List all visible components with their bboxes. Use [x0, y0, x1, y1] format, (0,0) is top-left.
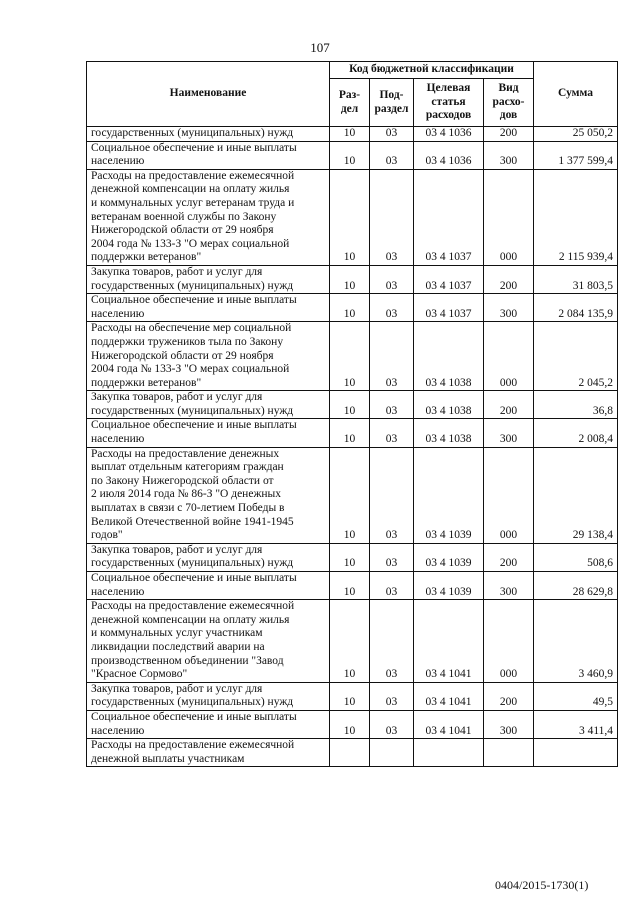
row-name-line: производственном объединении "Завод	[91, 654, 284, 667]
row-razdel: 10	[330, 127, 370, 142]
row-name	[87, 710, 330, 738]
row-name-line: Социальное обеспечение и иные выплаты	[91, 710, 297, 723]
row-name-line: поддержки ветеранов"	[91, 251, 202, 264]
header-podrazdel	[370, 79, 414, 127]
row-podrazdel: 03	[370, 141, 414, 169]
row-name-line: 2004 года № 133-З "О мерах социальной	[91, 363, 290, 376]
row-name-line: населению	[91, 433, 145, 446]
row-name	[87, 391, 330, 419]
row-name-line: государственных (муниципальных) нужд	[91, 696, 294, 709]
document-code: 0404/2015-1730(1)	[495, 878, 589, 892]
row-name	[87, 543, 330, 571]
row-name-line: Великой Отечественной войне 1941-1945	[91, 515, 294, 528]
row-podrazdel: 03	[370, 543, 414, 571]
row-podrazdel: 03	[370, 322, 414, 391]
row-target-article: 03 4 1039	[414, 447, 484, 543]
row-razdel: 10	[330, 447, 370, 543]
row-expense-type: 200	[484, 543, 534, 571]
row-expense-type: 300	[484, 294, 534, 322]
row-podrazdel: 03	[370, 169, 414, 265]
row-target-article: 03 4 1039	[414, 543, 484, 571]
row-expense-type: 200	[484, 391, 534, 419]
header-target-article-line: Целевая	[426, 82, 471, 95]
header-razdel-line: дел	[340, 102, 359, 115]
row-name-line: денежной компенсации на оплату жилья	[91, 183, 290, 196]
row-razdel: 10	[330, 543, 370, 571]
row-razdel: 10	[330, 265, 370, 293]
row-name-line: Закупка товаров, работ и услуг для	[91, 265, 263, 278]
row-expense-type: 200	[484, 265, 534, 293]
row-razdel: 10	[330, 572, 370, 600]
row-podrazdel: 03	[370, 447, 414, 543]
row-podrazdel: 03	[370, 391, 414, 419]
row-name	[87, 265, 330, 293]
row-expense-type: 200	[484, 682, 534, 710]
row-name	[87, 322, 330, 391]
row-name	[87, 682, 330, 710]
row-expense-type: 300	[484, 141, 534, 169]
row-name-line: 2004 года № 133-З "О мерах социальной	[91, 237, 290, 250]
header-expense-type-line: расхо-	[492, 95, 525, 108]
row-podrazdel: 03	[370, 265, 414, 293]
row-name-line: выплат отдельным категориям граждан	[91, 461, 284, 474]
row-podrazdel: 03	[370, 572, 414, 600]
row-expense-type: 300	[484, 419, 534, 447]
row-razdel: 10	[330, 391, 370, 419]
row-name-line: Нижегородской области от 29 ноября	[91, 349, 274, 362]
row-name	[87, 141, 330, 169]
row-sum: 28 629,8	[534, 572, 618, 600]
row-name	[87, 600, 330, 683]
row-name-line: и коммунальных услуг ветеранам труда и	[91, 196, 295, 209]
row-name-line: населению	[91, 585, 145, 598]
row-razdel: 10	[330, 169, 370, 265]
table-body	[87, 127, 618, 767]
header-target-article	[414, 79, 484, 127]
row-name-line: по Закону Нижегородской области от	[91, 474, 274, 487]
row-target-article: 03 4 1037	[414, 294, 484, 322]
row-target-article: 03 4 1036	[414, 141, 484, 169]
row-name-line: Социальное обеспечение и иные выплаты	[91, 294, 297, 307]
table-row	[87, 127, 618, 142]
row-name-line: населению	[91, 307, 145, 320]
row-sum: 36,8	[534, 391, 618, 419]
table-row	[87, 169, 618, 265]
row-target-article	[414, 739, 484, 767]
row-name-line: Расходы на обеспечение мер социальной	[91, 322, 292, 335]
row-name-line: поддержки тружеников тыла по Закону	[91, 335, 284, 348]
row-razdel: 10	[330, 682, 370, 710]
header-podrazdel-line: раздел	[374, 102, 409, 115]
row-sum: 3 411,4	[534, 710, 618, 738]
row-name-line: и коммунальных услуг участникам	[91, 627, 263, 640]
header-sum: Сумма	[534, 62, 618, 127]
row-sum: 49,5	[534, 682, 618, 710]
row-target-article: 03 4 1041	[414, 710, 484, 738]
row-sum: 2 115 939,4	[534, 169, 618, 265]
row-name-line: государственных (муниципальных) нужд	[91, 404, 294, 417]
row-name-line: населению	[91, 724, 145, 737]
table-row	[87, 682, 618, 710]
table-row	[87, 419, 618, 447]
header-target-article-line: расходов	[425, 109, 472, 122]
row-target-article: 03 4 1036	[414, 127, 484, 142]
row-name-line: ветеранам военной службы по Закону	[91, 210, 277, 223]
table-row	[87, 710, 618, 738]
header-classification-group: Код бюджетной классификации	[330, 62, 534, 79]
row-target-article: 03 4 1039	[414, 572, 484, 600]
row-target-article: 03 4 1037	[414, 169, 484, 265]
header-name: Наименование	[87, 62, 330, 127]
row-name-line: Закупка товаров, работ и услуг для	[91, 543, 263, 556]
row-podrazdel	[370, 739, 414, 767]
row-sum: 1 377 599,4	[534, 141, 618, 169]
row-podrazdel: 03	[370, 419, 414, 447]
row-name-line: выплатах в связи с 70-летием Победы в	[91, 502, 285, 515]
row-sum: 2 084 135,9	[534, 294, 618, 322]
row-name	[87, 294, 330, 322]
table-row	[87, 739, 618, 767]
row-podrazdel: 03	[370, 600, 414, 683]
row-name	[87, 447, 330, 543]
row-name-line: Закупка товаров, работ и услуг для	[91, 391, 263, 404]
row-target-article: 03 4 1038	[414, 322, 484, 391]
row-name-line: государственных (муниципальных) нужд	[91, 279, 294, 292]
table-row	[87, 265, 618, 293]
row-name	[87, 169, 330, 265]
row-name-line: денежной выплаты участникам	[91, 752, 245, 765]
row-sum: 25 050,2	[534, 127, 618, 142]
row-name-line: Расходы на предоставление денежных	[91, 447, 280, 460]
row-target-article: 03 4 1038	[414, 419, 484, 447]
row-expense-type	[484, 739, 534, 767]
table-row	[87, 294, 618, 322]
row-expense-type: 000	[484, 600, 534, 683]
row-expense-type: 300	[484, 572, 534, 600]
row-name	[87, 739, 330, 767]
row-name	[87, 572, 330, 600]
header-razdel-line: Раз-	[338, 88, 361, 101]
row-sum: 3 460,9	[534, 600, 618, 683]
row-sum: 29 138,4	[534, 447, 618, 543]
row-name	[87, 127, 330, 142]
row-expense-type: 000	[484, 169, 534, 265]
row-name-line: государственных (муниципальных) нужд	[91, 127, 294, 139]
row-expense-type: 300	[484, 710, 534, 738]
header-podrazdel-line: Под-	[379, 88, 404, 101]
row-podrazdel: 03	[370, 710, 414, 738]
table-row	[87, 391, 618, 419]
row-name-line: Нижегородской области от 29 ноября	[91, 224, 274, 237]
budget-table	[86, 61, 618, 767]
row-razdel: 10	[330, 419, 370, 447]
table-row	[87, 322, 618, 391]
row-sum: 31 803,5	[534, 265, 618, 293]
row-podrazdel: 03	[370, 682, 414, 710]
row-razdel: 10	[330, 600, 370, 683]
header-razdel	[330, 79, 370, 127]
row-expense-type: 000	[484, 322, 534, 391]
table-row	[87, 447, 618, 543]
row-name-line: Расходы на предоставление ежемесячной	[91, 739, 295, 752]
row-razdel: 10	[330, 294, 370, 322]
row-name-line: денежной компенсации на оплату жилья	[91, 613, 290, 626]
row-razdel: 10	[330, 322, 370, 391]
row-name-line: годов"	[91, 529, 123, 542]
row-name-line: Социальное обеспечение и иные выплаты	[91, 141, 297, 154]
row-target-article: 03 4 1037	[414, 265, 484, 293]
row-name-line: населению	[91, 155, 145, 168]
row-expense-type: 200	[484, 127, 534, 142]
table-row	[87, 141, 618, 169]
row-razdel	[330, 739, 370, 767]
header-target-article-line: статья	[431, 95, 466, 108]
row-podrazdel: 03	[370, 127, 414, 142]
row-sum	[534, 739, 618, 767]
row-razdel: 10	[330, 710, 370, 738]
row-name-line: Закупка товаров, работ и услуг для	[91, 682, 263, 695]
row-name-line: Социальное обеспечение и иные выплаты	[91, 419, 297, 432]
row-name-line: "Красное Сормово"	[91, 668, 188, 681]
header-expense-type-line: дов	[499, 109, 518, 122]
row-name-line: 2 июля 2014 года № 86-З "О денежных	[91, 488, 282, 501]
row-sum: 508,6	[534, 543, 618, 571]
page-number: 107	[310, 40, 330, 55]
row-name	[87, 419, 330, 447]
row-podrazdel: 03	[370, 294, 414, 322]
row-sum: 2 045,2	[534, 322, 618, 391]
header-expense-type-line: Вид	[498, 82, 519, 95]
row-name-line: Социальное обеспечение и иные выплаты	[91, 572, 297, 584]
row-name-line: Расходы на предоставление ежемесячной	[91, 600, 295, 613]
row-expense-type: 000	[484, 447, 534, 543]
table-row	[87, 600, 618, 683]
row-sum: 2 008,4	[534, 419, 618, 447]
table-row	[87, 543, 618, 571]
row-target-article: 03 4 1038	[414, 391, 484, 419]
table-row	[87, 572, 618, 600]
row-name-line: Расходы на предоставление ежемесячной	[91, 169, 295, 182]
row-razdel: 10	[330, 141, 370, 169]
row-target-article: 03 4 1041	[414, 682, 484, 710]
header-expense-type	[484, 79, 534, 127]
row-name-line: ликвидации последствий аварии на	[91, 640, 265, 653]
row-name-line: поддержки ветеранов"	[91, 376, 202, 389]
row-target-article: 03 4 1041	[414, 600, 484, 683]
row-name-line: государственных (муниципальных) нужд	[91, 557, 294, 570]
